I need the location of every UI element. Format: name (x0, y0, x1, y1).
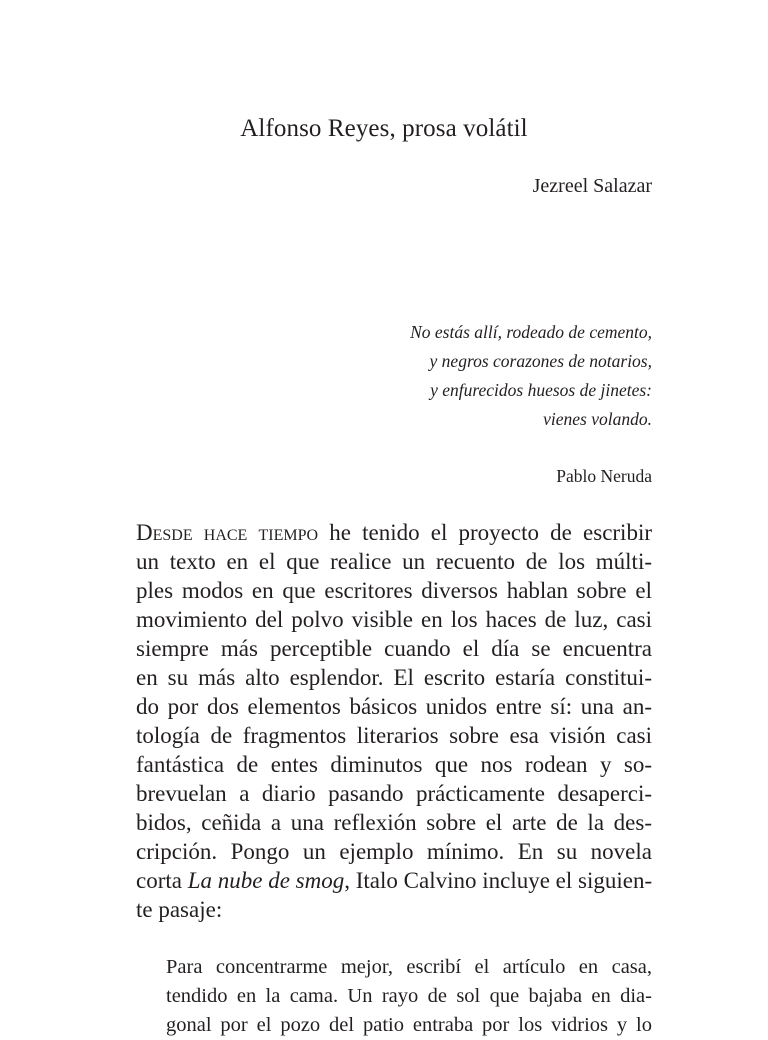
body-line: bidos, ceñida a una reflexión sobre el arte de la des- (136, 810, 652, 835)
lead-in-smallcaps: Desde hace tiempo (136, 520, 319, 545)
body-line-text: corta (136, 868, 188, 893)
body-line (136, 518, 652, 547)
body-line-text: he tenido el proyecto de escribir (318, 520, 652, 545)
block-quote (166, 953, 652, 1040)
body-line-text: , Italo Calvino incluye el siguien- (344, 868, 653, 893)
body-line: movimiento del polvo visible en los haces de luz, casi (136, 607, 652, 632)
quote-line: Para concentrarme mejor, escribí el artículo en casa, (166, 956, 652, 978)
epigraph-line: y enfurecidos huesos de jinetes: (430, 380, 652, 400)
epigraph-source: Pablo Neruda (556, 466, 652, 486)
quote-line: gonal por el pozo del patio entraba por los vidrios y lo (166, 1014, 652, 1036)
body-line: un texto en el que realice un recuento de los múlti- (136, 549, 652, 574)
body-line: fantástica de entes diminutos que nos rodean y so- (136, 752, 652, 777)
body-line: ples modos en que escritores diversos hablan sobre el (136, 578, 652, 603)
body-line: siempre más perceptible cuando el día se encuentra (136, 636, 652, 661)
epigraph-line: y negros corazones de notarios, (429, 351, 652, 371)
quote-line: tendido en la cama. Un rayo de sol que bajaba en dia- (166, 985, 652, 1007)
body-line: tología de fragmentos literarios sobre esa visión casi (136, 723, 652, 748)
body-line: brevuelan a diario pasando prácticamente desaperci- (136, 781, 652, 806)
body-line (136, 866, 652, 895)
body-paragraph (136, 518, 652, 924)
chapter-title: Alfonso Reyes, prosa volátil (240, 115, 528, 142)
book-title-italic: La nube de smog (187, 868, 345, 893)
epigraph (410, 318, 652, 434)
body-line: do por dos elementos básicos unidos entre sí: una an- (136, 694, 652, 719)
body-line: en su más alto esplendor. El escrito estaría constitui- (136, 665, 652, 690)
chapter-author: Jezreel Salazar (532, 175, 652, 197)
body-line: te pasaje: (136, 897, 223, 922)
epigraph-line: No estás allí, rodeado de cemento, (410, 322, 652, 342)
body-line: cripción. Pongo un ejemplo mínimo. En su novela (136, 839, 652, 864)
epigraph-line: vienes volando. (543, 409, 652, 429)
